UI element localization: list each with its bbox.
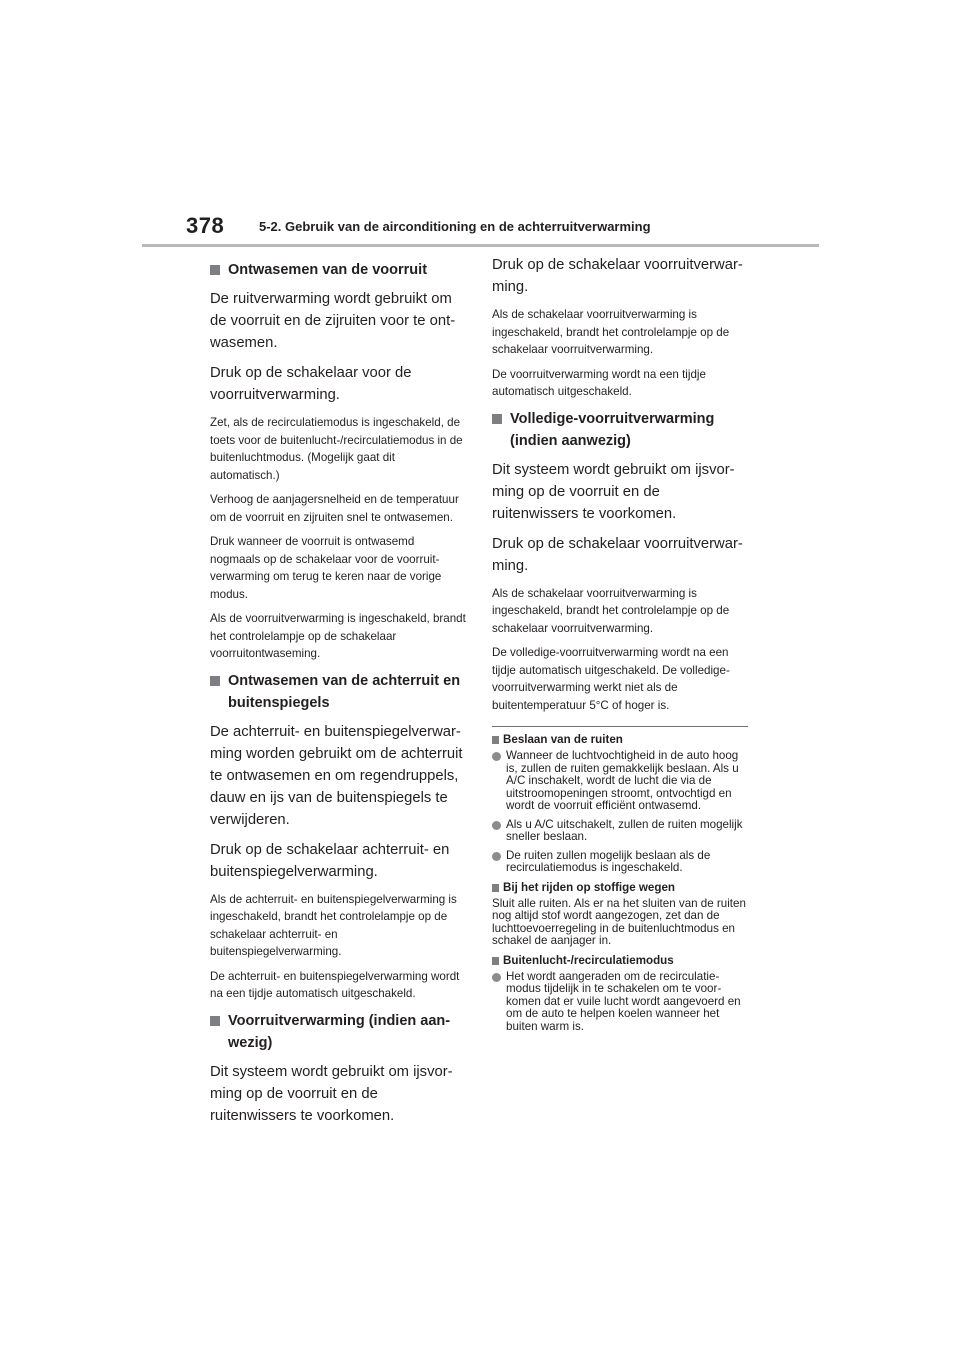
- note-heading: Beslaan van de ruiten: [492, 733, 748, 747]
- circle-bullet-icon: [492, 752, 501, 761]
- note-list-item: Wanneer de luchtvochtigheid in de auto hoog is, zullen de ruiten gemakkelijk beslaan. Als u A/C inschakelt, wordt de lucht die via de uitstroomopeningen stroomt, ontvochtigd en wordt de voorruit efficiënt ontwasemd.: [492, 750, 748, 813]
- info-paragraph: Verhoog de aanjagersnelheid en de temperatuur om de voorruit en zijruiten snel te ontwasemen.: [210, 493, 459, 524]
- circle-bullet-icon: [492, 821, 501, 830]
- body-paragraph: De ruitverwarming wordt gebruikt om de voorruit en de zijruiten voor te ontwasemen.: [210, 291, 456, 351]
- note-list-item: Als u A/C uitschakelt, zullen de ruiten mogelijk sneller beslaan.: [492, 819, 748, 844]
- circle-bullet-icon: [492, 852, 501, 861]
- body-paragraph: Druk op de schakelaar voorruitverwarming.: [492, 257, 743, 295]
- square-bullet-icon: [492, 414, 502, 424]
- header-divider: [142, 244, 819, 247]
- section-heading: Ontwasemen van de achterruit en buitenspiegels: [210, 670, 466, 714]
- info-paragraph: De achterruit- en buitenspiegelverwarming wordt na een tijdje automatisch uitgeschakeld.: [210, 969, 460, 1000]
- note-heading: Bij het rijden op stoffige wegen: [492, 881, 748, 895]
- square-bullet-icon: [492, 736, 499, 744]
- info-paragraph: Druk wanneer de voorruit is ontwasemd nogmaals op de schakelaar voor de voorruitverwarming om terug te keren naar de vorige modus.: [210, 535, 442, 601]
- body-paragraph: Dit systeem wordt gebruikt om ijsvorming op de voorruit en de ruitenwissers te voorkomen.: [210, 1063, 453, 1124]
- info-paragraph: Als de schakelaar voorruitverwarming is ingeschakeld, brandt het controlelampje op de schakelaar voorruitverwarming.: [492, 586, 730, 635]
- info-paragraph: Zet, als de recirculatiemodus is ingeschakeld, de toets voor de buitenlucht-/recirculatiemodus in de buitenluchtmodus. (Mogelijk gaat dit automatisch.): [210, 416, 463, 482]
- square-bullet-icon: [492, 884, 499, 892]
- square-bullet-icon: [210, 265, 220, 275]
- square-bullet-icon: [210, 1016, 220, 1026]
- info-paragraph: Als de schakelaar voorruitverwarming is ingeschakeld, brandt het controlelampje op de schakelaar voorruitverwarming.: [492, 308, 730, 356]
- chapter-title: 5-2. Gebruik van de airconditioning en de achterruitverwarming: [259, 219, 651, 234]
- left-column: [210, 254, 466, 1135]
- info-paragraph: Als de voorruitverwarming is ingeschakeld, brandt het controlelampje op de schakelaar voorruitontwaseming.: [210, 612, 466, 660]
- info-paragraph: De voorruitverwarming wordt na een tijdje automatisch uitgeschakeld.: [492, 367, 706, 398]
- right-column: [492, 254, 748, 1039]
- info-paragraph: De volledige-voorruitverwarming wordt na een tijdje automatisch uitgeschakeld. De volledige-voorruitverwarming werkt niet als de buitentemperatuur 5°C of hoger is.: [492, 646, 730, 712]
- info-paragraph: Als de achterruit- en buitenspiegelverwarming is ingeschakeld, brandt het controlelampje op de schakelaar achterruit- en buitenspiegelverwarming.: [210, 892, 457, 958]
- square-bullet-icon: [492, 957, 499, 965]
- note-heading: Buitenlucht-/recirculatiemodus: [492, 954, 748, 968]
- section-heading: Volledige-voorruitverwarming (indien aanwezig): [492, 408, 748, 452]
- section-heading: Ontwasemen van de voorruit: [210, 259, 466, 281]
- note-paragraph: Sluit alle ruiten. Als er na het sluiten van de ruiten nog altijd stof wordt aangezogen, zet dan de luchttoevoerregeling in de buitenluchtmodus en schakel de aanjager in.: [492, 896, 746, 947]
- body-paragraph: Druk op de schakelaar achterruit- en buitenspiegelverwarming.: [210, 841, 450, 880]
- body-paragraph: Druk op de schakelaar voor de voorruitverwarming.: [210, 365, 412, 403]
- body-paragraph: De achterruit- en buitenspiegelverwarming worden gebruikt om de achterruit te ontwasemen en om regendruppels, dauw en ijs van de buitenspiegels te verwijderen.: [210, 723, 463, 828]
- note-list-item: De ruiten zullen mogelijk beslaan als de recirculatiemodus is ingeschakeld.: [492, 850, 748, 875]
- square-bullet-icon: [210, 676, 220, 686]
- notes-divider: [492, 726, 748, 727]
- section-heading: Voorruitverwarming (indien aanwezig): [210, 1010, 466, 1054]
- note-list-item: Het wordt aangeraden om de recirculatiemodus tijdelijk in te schakelen om te voorkomen dat er vuile lucht wordt aangevoerd en om de auto te helpen koelen wanneer het buiten warm is.: [492, 971, 748, 1034]
- body-paragraph: Dit systeem wordt gebruikt om ijsvorming op de voorruit en de ruitenwissers te voorkomen.: [492, 461, 735, 522]
- circle-bullet-icon: [492, 973, 501, 982]
- body-paragraph: Druk op de schakelaar voorruitverwarming.: [492, 535, 743, 574]
- page-number: 378: [186, 213, 225, 238]
